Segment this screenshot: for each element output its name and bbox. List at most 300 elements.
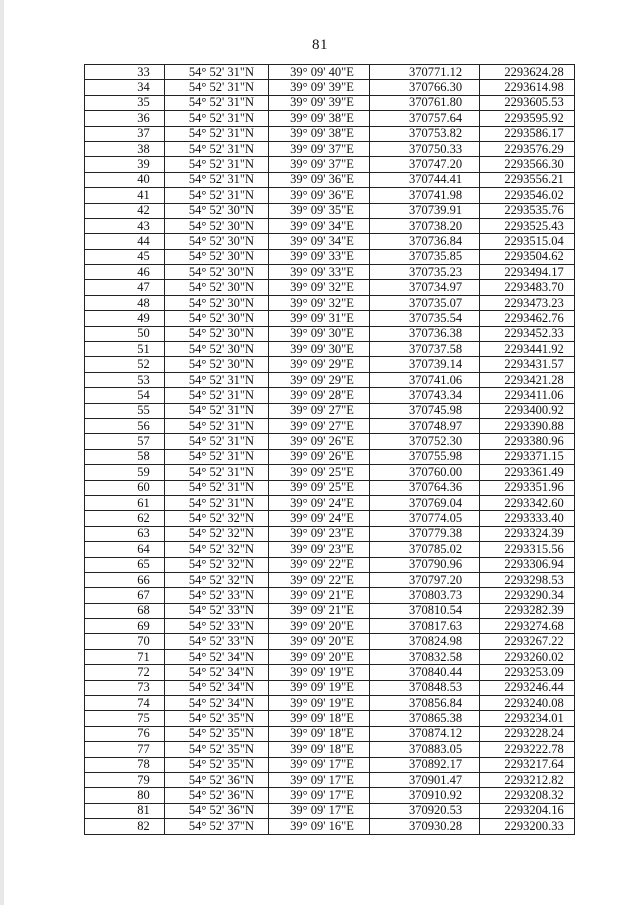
y-coordinate-cell: 2293390.88	[480, 418, 575, 433]
longitude-cell: 39° 09' 24"E	[269, 511, 370, 526]
x-coordinate-cell: 370747.20	[370, 157, 480, 172]
point-number-cell: 79	[85, 772, 165, 787]
x-coordinate-cell: 370736.38	[370, 326, 480, 341]
y-coordinate-cell: 2293200.33	[480, 819, 575, 834]
longitude-cell: 39° 09' 39"E	[269, 95, 370, 110]
latitude-cell: 54° 52' 34"N	[165, 680, 269, 695]
x-coordinate-cell: 370910.92	[370, 788, 480, 803]
latitude-cell: 54° 52' 31"N	[165, 157, 269, 172]
point-number-cell: 69	[85, 619, 165, 634]
y-coordinate-cell: 2293315.56	[480, 542, 575, 557]
y-coordinate-cell: 2293473.23	[480, 295, 575, 310]
table-row	[85, 542, 575, 557]
latitude-cell: 54° 52' 31"N	[165, 418, 269, 433]
longitude-cell: 39° 09' 38"E	[269, 126, 370, 141]
y-coordinate-cell: 2293566.30	[480, 157, 575, 172]
latitude-cell: 54° 52' 33"N	[165, 619, 269, 634]
y-coordinate-cell: 2293421.28	[480, 372, 575, 387]
table-row	[85, 326, 575, 341]
x-coordinate-cell: 370737.58	[370, 342, 480, 357]
table-row	[85, 619, 575, 634]
table-row	[85, 249, 575, 264]
longitude-cell: 39° 09' 37"E	[269, 141, 370, 156]
table-row	[85, 111, 575, 126]
point-number-cell: 58	[85, 449, 165, 464]
latitude-cell: 54° 52' 31"N	[165, 403, 269, 418]
point-number-cell: 63	[85, 526, 165, 541]
point-number-cell: 48	[85, 295, 165, 310]
x-coordinate-cell: 370779.38	[370, 526, 480, 541]
table-row	[85, 449, 575, 464]
y-coordinate-cell: 2293240.08	[480, 696, 575, 711]
table-row	[85, 95, 575, 110]
y-coordinate-cell: 2293400.92	[480, 403, 575, 418]
x-coordinate-cell: 370750.33	[370, 141, 480, 156]
longitude-cell: 39° 09' 26"E	[269, 449, 370, 464]
table-row	[85, 357, 575, 372]
point-number-cell: 51	[85, 342, 165, 357]
longitude-cell: 39° 09' 36"E	[269, 188, 370, 203]
longitude-cell: 39° 09' 34"E	[269, 218, 370, 233]
x-coordinate-cell: 370743.34	[370, 388, 480, 403]
point-number-cell: 43	[85, 218, 165, 233]
latitude-cell: 54° 52' 32"N	[165, 572, 269, 587]
longitude-cell: 39° 09' 17"E	[269, 803, 370, 818]
latitude-cell: 54° 52' 33"N	[165, 634, 269, 649]
x-coordinate-cell: 370856.84	[370, 696, 480, 711]
latitude-cell: 54° 52' 31"N	[165, 434, 269, 449]
y-coordinate-cell: 2293452.33	[480, 326, 575, 341]
x-coordinate-cell: 370803.73	[370, 588, 480, 603]
y-coordinate-cell: 2293208.32	[480, 788, 575, 803]
table-row	[85, 511, 575, 526]
point-number-cell: 52	[85, 357, 165, 372]
scan-edge	[0, 0, 4, 905]
x-coordinate-cell: 370817.63	[370, 619, 480, 634]
point-number-cell: 41	[85, 188, 165, 203]
longitude-cell: 39° 09' 38"E	[269, 111, 370, 126]
y-coordinate-cell: 2293614.98	[480, 80, 575, 95]
table-row	[85, 772, 575, 787]
point-number-cell: 33	[85, 65, 165, 80]
point-number-cell: 36	[85, 111, 165, 126]
y-coordinate-cell: 2293212.82	[480, 772, 575, 787]
point-number-cell: 80	[85, 788, 165, 803]
table-row	[85, 311, 575, 326]
x-coordinate-cell: 370735.85	[370, 249, 480, 264]
x-coordinate-cell: 370774.05	[370, 511, 480, 526]
latitude-cell: 54° 52' 33"N	[165, 588, 269, 603]
y-coordinate-cell: 2293253.09	[480, 665, 575, 680]
longitude-cell: 39° 09' 18"E	[269, 711, 370, 726]
longitude-cell: 39° 09' 28"E	[269, 388, 370, 403]
point-number-cell: 46	[85, 265, 165, 280]
longitude-cell: 39° 09' 40"E	[269, 65, 370, 80]
point-number-cell: 40	[85, 172, 165, 187]
point-number-cell: 44	[85, 234, 165, 249]
table-row	[85, 218, 575, 233]
point-number-cell: 75	[85, 711, 165, 726]
y-coordinate-cell: 2293260.02	[480, 649, 575, 664]
latitude-cell: 54° 52' 30"N	[165, 249, 269, 264]
point-number-cell: 65	[85, 557, 165, 572]
y-coordinate-cell: 2293624.28	[480, 65, 575, 80]
longitude-cell: 39° 09' 27"E	[269, 418, 370, 433]
table-row	[85, 342, 575, 357]
y-coordinate-cell: 2293306.94	[480, 557, 575, 572]
table-row	[85, 172, 575, 187]
latitude-cell: 54° 52' 30"N	[165, 265, 269, 280]
point-number-cell: 50	[85, 326, 165, 341]
latitude-cell: 54° 52' 36"N	[165, 788, 269, 803]
y-coordinate-cell: 2293222.78	[480, 742, 575, 757]
point-number-cell: 72	[85, 665, 165, 680]
y-coordinate-cell: 2293246.44	[480, 680, 575, 695]
y-coordinate-cell: 2293515.04	[480, 234, 575, 249]
table-row	[85, 80, 575, 95]
latitude-cell: 54° 52' 31"N	[165, 95, 269, 110]
longitude-cell: 39° 09' 25"E	[269, 465, 370, 480]
x-coordinate-cell: 370865.38	[370, 711, 480, 726]
latitude-cell: 54° 52' 35"N	[165, 711, 269, 726]
longitude-cell: 39° 09' 36"E	[269, 172, 370, 187]
coordinates-table	[84, 64, 575, 835]
point-number-cell: 37	[85, 126, 165, 141]
y-coordinate-cell: 2293380.96	[480, 434, 575, 449]
table-row	[85, 141, 575, 156]
table-row	[85, 403, 575, 418]
x-coordinate-cell: 370739.91	[370, 203, 480, 218]
x-coordinate-cell: 370785.02	[370, 542, 480, 557]
point-number-cell: 38	[85, 141, 165, 156]
latitude-cell: 54° 52' 30"N	[165, 203, 269, 218]
point-number-cell: 73	[85, 680, 165, 695]
latitude-cell: 54° 52' 31"N	[165, 388, 269, 403]
point-number-cell: 64	[85, 542, 165, 557]
latitude-cell: 54° 52' 30"N	[165, 218, 269, 233]
latitude-cell: 54° 52' 34"N	[165, 665, 269, 680]
point-number-cell: 82	[85, 819, 165, 834]
longitude-cell: 39° 09' 34"E	[269, 234, 370, 249]
point-number-cell: 35	[85, 95, 165, 110]
y-coordinate-cell: 2293525.43	[480, 218, 575, 233]
longitude-cell: 39° 09' 24"E	[269, 495, 370, 510]
longitude-cell: 39° 09' 18"E	[269, 742, 370, 757]
x-coordinate-cell: 370735.54	[370, 311, 480, 326]
longitude-cell: 39° 09' 25"E	[269, 480, 370, 495]
point-number-cell: 56	[85, 418, 165, 433]
point-number-cell: 62	[85, 511, 165, 526]
point-number-cell: 59	[85, 465, 165, 480]
x-coordinate-cell: 370734.97	[370, 280, 480, 295]
y-coordinate-cell: 2293290.34	[480, 588, 575, 603]
y-coordinate-cell: 2293274.68	[480, 619, 575, 634]
latitude-cell: 54° 52' 31"N	[165, 80, 269, 95]
y-coordinate-cell: 2293535.76	[480, 203, 575, 218]
y-coordinate-cell: 2293546.02	[480, 188, 575, 203]
longitude-cell: 39° 09' 33"E	[269, 265, 370, 280]
x-coordinate-cell: 370810.54	[370, 603, 480, 618]
x-coordinate-cell: 370761.80	[370, 95, 480, 110]
latitude-cell: 54° 52' 34"N	[165, 649, 269, 664]
point-number-cell: 61	[85, 495, 165, 510]
point-number-cell: 60	[85, 480, 165, 495]
longitude-cell: 39° 09' 32"E	[269, 295, 370, 310]
y-coordinate-cell: 2293282.39	[480, 603, 575, 618]
longitude-cell: 39° 09' 30"E	[269, 342, 370, 357]
y-coordinate-cell: 2293333.40	[480, 511, 575, 526]
longitude-cell: 39° 09' 19"E	[269, 665, 370, 680]
y-coordinate-cell: 2293298.53	[480, 572, 575, 587]
x-coordinate-cell: 370736.84	[370, 234, 480, 249]
latitude-cell: 54° 52' 32"N	[165, 542, 269, 557]
y-coordinate-cell: 2293361.49	[480, 465, 575, 480]
table-row	[85, 418, 575, 433]
x-coordinate-cell: 370824.98	[370, 634, 480, 649]
longitude-cell: 39° 09' 18"E	[269, 726, 370, 741]
latitude-cell: 54° 52' 33"N	[165, 603, 269, 618]
y-coordinate-cell: 2293595.92	[480, 111, 575, 126]
table-row	[85, 188, 575, 203]
point-number-cell: 67	[85, 588, 165, 603]
y-coordinate-cell: 2293324.39	[480, 526, 575, 541]
table-row	[85, 526, 575, 541]
x-coordinate-cell: 370848.53	[370, 680, 480, 695]
y-coordinate-cell: 2293217.64	[480, 757, 575, 772]
longitude-cell: 39° 09' 35"E	[269, 203, 370, 218]
x-coordinate-cell: 370930.28	[370, 819, 480, 834]
longitude-cell: 39° 09' 29"E	[269, 357, 370, 372]
x-coordinate-cell: 370764.36	[370, 480, 480, 495]
point-number-cell: 45	[85, 249, 165, 264]
y-coordinate-cell: 2293431.57	[480, 357, 575, 372]
x-coordinate-cell: 370901.47	[370, 772, 480, 787]
table-row	[85, 372, 575, 387]
x-coordinate-cell: 370735.07	[370, 295, 480, 310]
latitude-cell: 54° 52' 37"N	[165, 819, 269, 834]
coordinates-table-body	[85, 65, 575, 835]
longitude-cell: 39° 09' 29"E	[269, 372, 370, 387]
point-number-cell: 78	[85, 757, 165, 772]
longitude-cell: 39° 09' 27"E	[269, 403, 370, 418]
y-coordinate-cell: 2293494.17	[480, 265, 575, 280]
table-row	[85, 649, 575, 664]
latitude-cell: 54° 52' 35"N	[165, 726, 269, 741]
latitude-cell: 54° 52' 31"N	[165, 111, 269, 126]
y-coordinate-cell: 2293605.53	[480, 95, 575, 110]
latitude-cell: 54° 52' 31"N	[165, 126, 269, 141]
x-coordinate-cell: 370771.12	[370, 65, 480, 80]
table-row	[85, 819, 575, 834]
table-row	[85, 726, 575, 741]
x-coordinate-cell: 370832.58	[370, 649, 480, 664]
x-coordinate-cell: 370757.64	[370, 111, 480, 126]
latitude-cell: 54° 52' 31"N	[165, 372, 269, 387]
longitude-cell: 39° 09' 17"E	[269, 788, 370, 803]
latitude-cell: 54° 52' 30"N	[165, 280, 269, 295]
point-number-cell: 49	[85, 311, 165, 326]
table-row	[85, 126, 575, 141]
y-coordinate-cell: 2293234.01	[480, 711, 575, 726]
latitude-cell: 54° 52' 31"N	[165, 141, 269, 156]
longitude-cell: 39° 09' 30"E	[269, 326, 370, 341]
point-number-cell: 66	[85, 572, 165, 587]
point-number-cell: 42	[85, 203, 165, 218]
x-coordinate-cell: 370744.41	[370, 172, 480, 187]
table-row	[85, 680, 575, 695]
x-coordinate-cell: 370892.17	[370, 757, 480, 772]
latitude-cell: 54° 52' 31"N	[165, 65, 269, 80]
latitude-cell: 54° 52' 30"N	[165, 326, 269, 341]
latitude-cell: 54° 52' 31"N	[165, 480, 269, 495]
point-number-cell: 34	[85, 80, 165, 95]
point-number-cell: 71	[85, 649, 165, 664]
longitude-cell: 39° 09' 39"E	[269, 80, 370, 95]
x-coordinate-cell: 370752.30	[370, 434, 480, 449]
y-coordinate-cell: 2293556.21	[480, 172, 575, 187]
latitude-cell: 54° 52' 32"N	[165, 511, 269, 526]
table-row	[85, 65, 575, 80]
y-coordinate-cell: 2293483.70	[480, 280, 575, 295]
y-coordinate-cell: 2293342.60	[480, 495, 575, 510]
table-row	[85, 711, 575, 726]
point-number-cell: 55	[85, 403, 165, 418]
latitude-cell: 54° 52' 30"N	[165, 311, 269, 326]
table-row	[85, 434, 575, 449]
latitude-cell: 54° 52' 31"N	[165, 449, 269, 464]
table-row	[85, 757, 575, 772]
longitude-cell: 39° 09' 21"E	[269, 588, 370, 603]
x-coordinate-cell: 370739.14	[370, 357, 480, 372]
x-coordinate-cell: 370797.20	[370, 572, 480, 587]
longitude-cell: 39° 09' 23"E	[269, 526, 370, 541]
point-number-cell: 53	[85, 372, 165, 387]
table-row	[85, 234, 575, 249]
y-coordinate-cell: 2293267.22	[480, 634, 575, 649]
y-coordinate-cell: 2293371.15	[480, 449, 575, 464]
longitude-cell: 39° 09' 37"E	[269, 157, 370, 172]
table-row	[85, 203, 575, 218]
latitude-cell: 54° 52' 31"N	[165, 172, 269, 187]
point-number-cell: 77	[85, 742, 165, 757]
latitude-cell: 54° 52' 36"N	[165, 803, 269, 818]
longitude-cell: 39° 09' 32"E	[269, 280, 370, 295]
x-coordinate-cell: 370766.30	[370, 80, 480, 95]
latitude-cell: 54° 52' 32"N	[165, 557, 269, 572]
table-row	[85, 157, 575, 172]
table-row	[85, 788, 575, 803]
table-row	[85, 265, 575, 280]
table-row	[85, 280, 575, 295]
longitude-cell: 39° 09' 26"E	[269, 434, 370, 449]
point-number-cell: 54	[85, 388, 165, 403]
x-coordinate-cell: 370748.97	[370, 418, 480, 433]
table-row	[85, 603, 575, 618]
longitude-cell: 39° 09' 17"E	[269, 772, 370, 787]
x-coordinate-cell: 370874.12	[370, 726, 480, 741]
x-coordinate-cell: 370840.44	[370, 665, 480, 680]
page-number: 81	[312, 37, 328, 53]
table-row	[85, 572, 575, 587]
y-coordinate-cell: 2293462.76	[480, 311, 575, 326]
latitude-cell: 54° 52' 32"N	[165, 526, 269, 541]
x-coordinate-cell: 370753.82	[370, 126, 480, 141]
x-coordinate-cell: 370760.00	[370, 465, 480, 480]
longitude-cell: 39° 09' 33"E	[269, 249, 370, 264]
table-row	[85, 465, 575, 480]
point-number-cell: 47	[85, 280, 165, 295]
x-coordinate-cell: 370735.23	[370, 265, 480, 280]
point-number-cell: 68	[85, 603, 165, 618]
latitude-cell: 54° 52' 30"N	[165, 295, 269, 310]
point-number-cell: 74	[85, 696, 165, 711]
y-coordinate-cell: 2293228.24	[480, 726, 575, 741]
table-row	[85, 665, 575, 680]
longitude-cell: 39° 09' 20"E	[269, 619, 370, 634]
y-coordinate-cell: 2293441.92	[480, 342, 575, 357]
point-number-cell: 81	[85, 803, 165, 818]
longitude-cell: 39° 09' 19"E	[269, 680, 370, 695]
y-coordinate-cell: 2293504.62	[480, 249, 575, 264]
longitude-cell: 39° 09' 21"E	[269, 603, 370, 618]
point-number-cell: 76	[85, 726, 165, 741]
longitude-cell: 39° 09' 20"E	[269, 634, 370, 649]
y-coordinate-cell: 2293351.96	[480, 480, 575, 495]
x-coordinate-cell: 370920.53	[370, 803, 480, 818]
latitude-cell: 54° 52' 35"N	[165, 757, 269, 772]
point-number-cell: 70	[85, 634, 165, 649]
point-number-cell: 39	[85, 157, 165, 172]
latitude-cell: 54° 52' 34"N	[165, 696, 269, 711]
table-row	[85, 634, 575, 649]
latitude-cell: 54° 52' 30"N	[165, 234, 269, 249]
table-row	[85, 803, 575, 818]
table-row	[85, 557, 575, 572]
longitude-cell: 39° 09' 17"E	[269, 757, 370, 772]
table-row	[85, 295, 575, 310]
longitude-cell: 39° 09' 23"E	[269, 542, 370, 557]
longitude-cell: 39° 09' 22"E	[269, 557, 370, 572]
table-row	[85, 495, 575, 510]
longitude-cell: 39° 09' 31"E	[269, 311, 370, 326]
x-coordinate-cell: 370755.98	[370, 449, 480, 464]
x-coordinate-cell: 370769.04	[370, 495, 480, 510]
point-number-cell: 57	[85, 434, 165, 449]
latitude-cell: 54° 52' 35"N	[165, 742, 269, 757]
y-coordinate-cell: 2293586.17	[480, 126, 575, 141]
latitude-cell: 54° 52' 30"N	[165, 357, 269, 372]
table-row	[85, 388, 575, 403]
longitude-cell: 39° 09' 20"E	[269, 649, 370, 664]
latitude-cell: 54° 52' 30"N	[165, 342, 269, 357]
x-coordinate-cell: 370741.06	[370, 372, 480, 387]
y-coordinate-cell: 2293204.16	[480, 803, 575, 818]
latitude-cell: 54° 52' 31"N	[165, 495, 269, 510]
longitude-cell: 39° 09' 16"E	[269, 819, 370, 834]
table-row	[85, 742, 575, 757]
latitude-cell: 54° 52' 36"N	[165, 772, 269, 787]
longitude-cell: 39° 09' 22"E	[269, 572, 370, 587]
y-coordinate-cell: 2293411.06	[480, 388, 575, 403]
x-coordinate-cell: 370883.05	[370, 742, 480, 757]
table-row	[85, 588, 575, 603]
longitude-cell: 39° 09' 19"E	[269, 696, 370, 711]
x-coordinate-cell: 370790.96	[370, 557, 480, 572]
table-row	[85, 696, 575, 711]
y-coordinate-cell: 2293576.29	[480, 141, 575, 156]
latitude-cell: 54° 52' 31"N	[165, 188, 269, 203]
x-coordinate-cell: 370741.98	[370, 188, 480, 203]
